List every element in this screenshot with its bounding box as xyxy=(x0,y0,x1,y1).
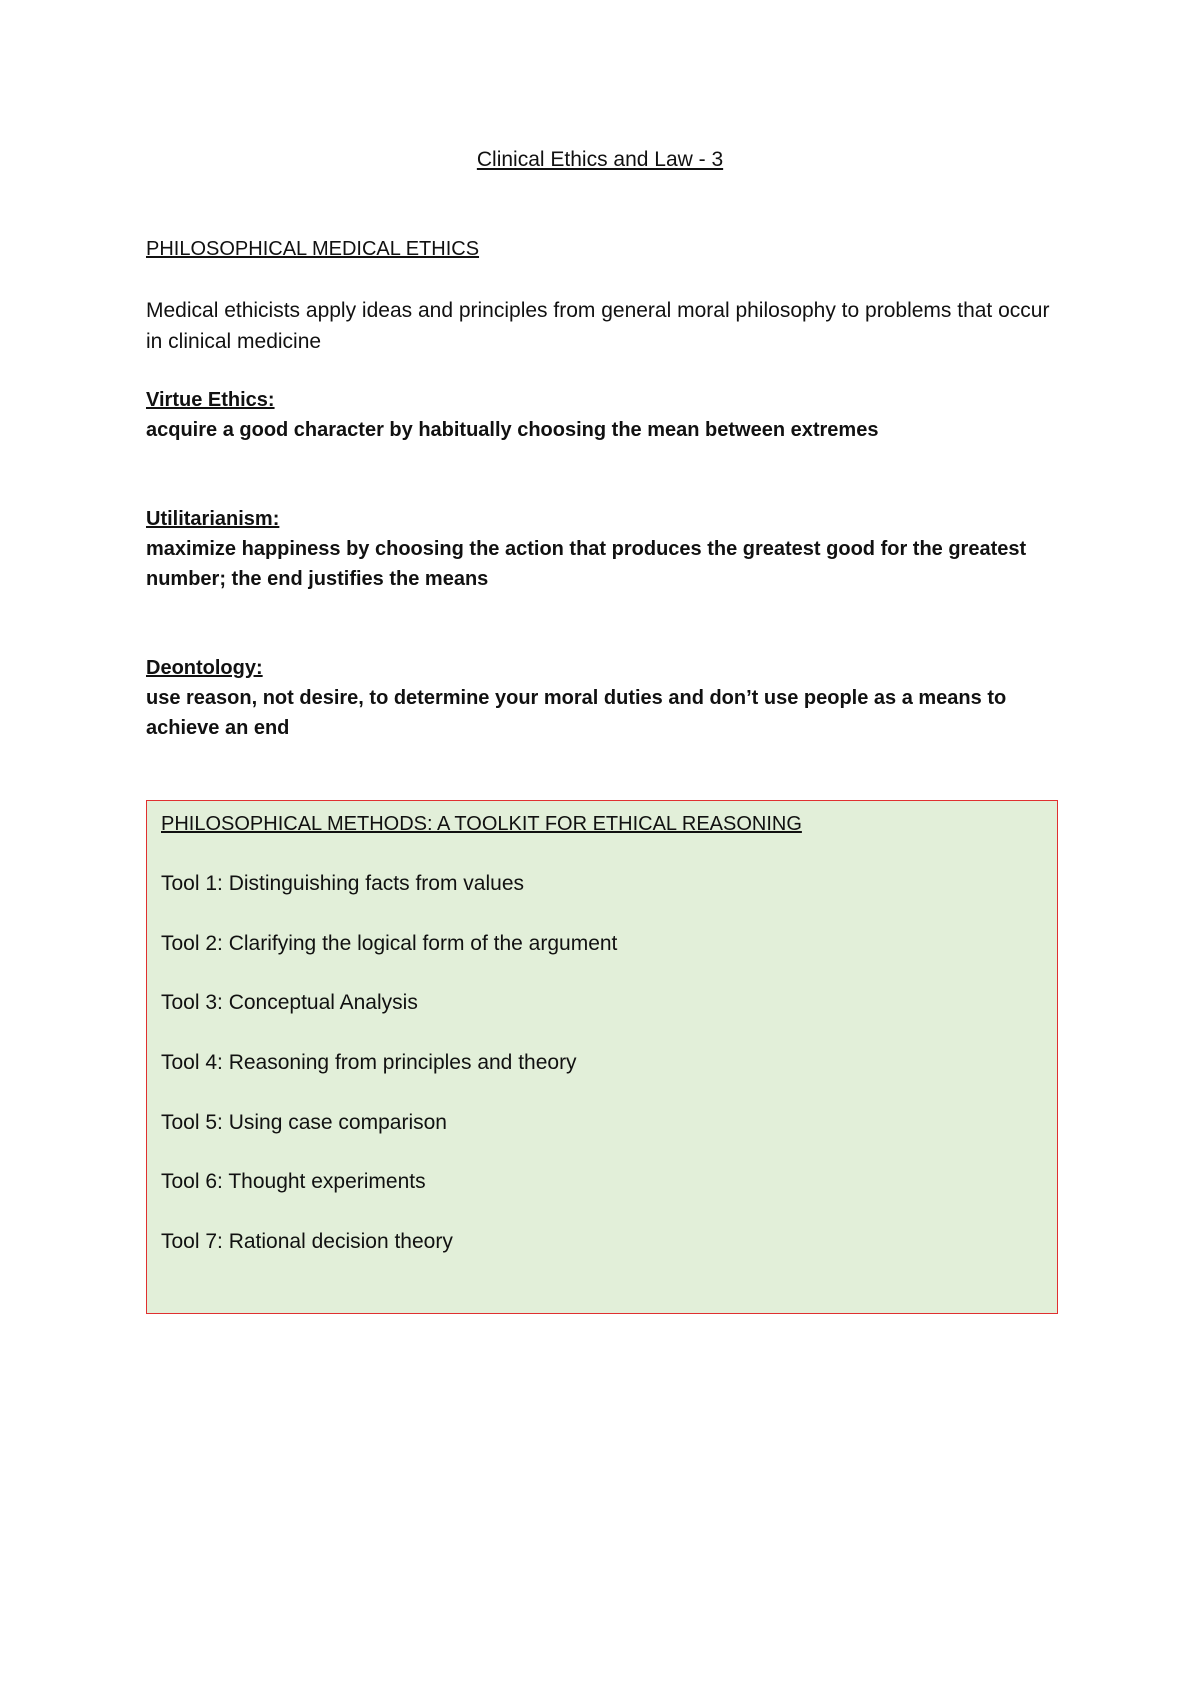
theory-utilitarianism xyxy=(146,504,1076,594)
theory-label: Deontology: xyxy=(146,657,263,679)
tool-item: Tool 4: Reasoning from principles and theory xyxy=(161,1051,577,1075)
theory-label: Utilitarianism: xyxy=(146,508,280,530)
theory-description: maximize happiness by choosing the action that produces the greatest good for the greatest number; the end justifies the means xyxy=(146,538,1027,590)
theory-deontology xyxy=(146,653,1076,743)
theory-label: Virtue Ethics: xyxy=(146,389,275,411)
tool-list xyxy=(161,872,617,1290)
tool-item: Tool 5: Using case comparison xyxy=(161,1110,447,1134)
theory-description: use reason, not desire, to determine your moral duties and don’t use people as a means to achieve an end xyxy=(146,687,1007,739)
tool-item: Tool 6: Thought experiments xyxy=(161,1170,426,1194)
toolkit-box xyxy=(146,800,1058,1314)
theory-description: acquire a good character by habitually choosing the mean between extremes xyxy=(146,419,879,441)
intro-paragraph: Medical ethicists apply ideas and principles from general moral philosophy to problems that occur in clinical medicine xyxy=(146,299,1050,353)
document-title: Clinical Ethics and Law - 3 xyxy=(476,148,724,171)
tool-item: Tool 1: Distinguishing facts from values xyxy=(161,872,524,895)
section-heading: PHILOSOPHICAL MEDICAL ETHICS xyxy=(146,238,480,260)
toolkit-heading: PHILOSOPHICAL METHODS: A TOOLKIT FOR ETHICAL REASONING xyxy=(161,813,802,835)
theory-virtue-ethics xyxy=(146,385,1076,445)
tool-item: Tool 7: Rational decision theory xyxy=(161,1230,453,1254)
tool-item: Tool 2: Clarifying the logical form of the argument xyxy=(161,931,618,955)
tool-item: Tool 3: Conceptual Analysis xyxy=(161,991,418,1015)
